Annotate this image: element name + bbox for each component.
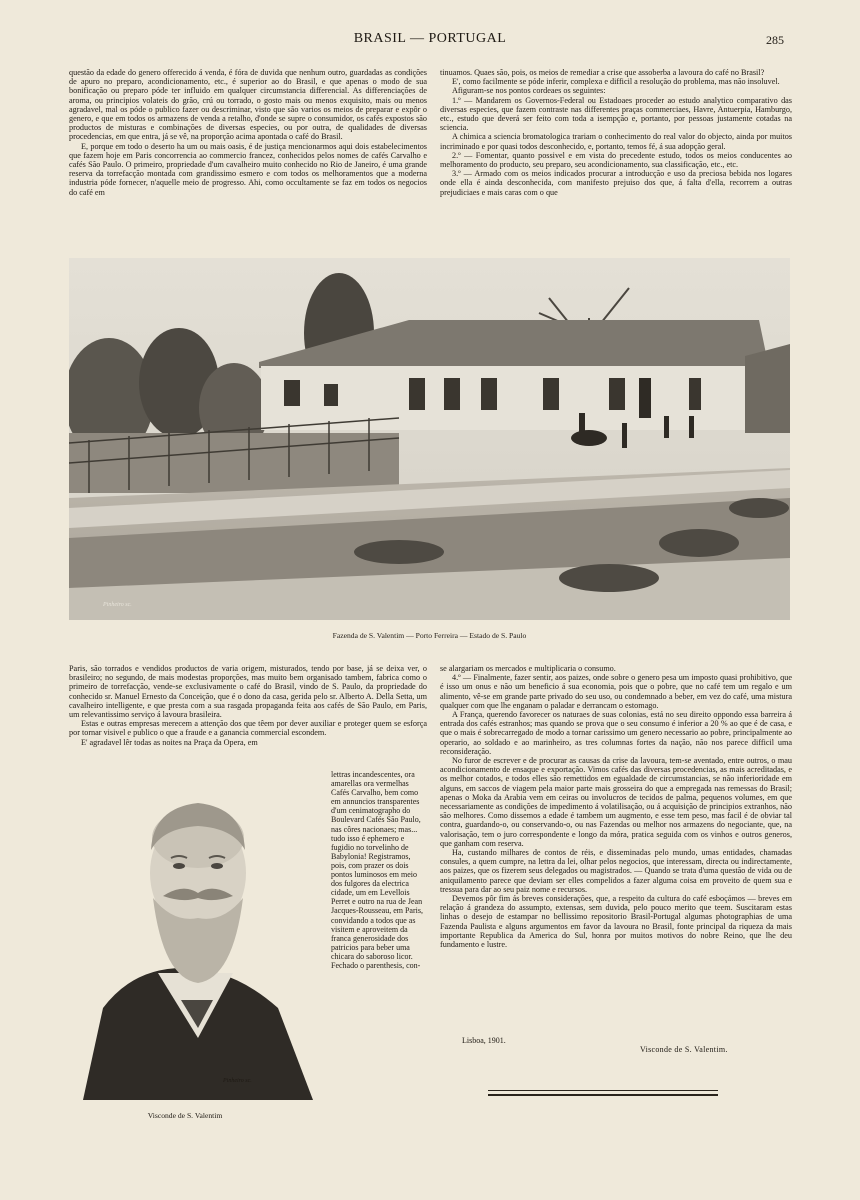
paragraph: tinuamos. Quaes são, pois, os meios de remediar a crise que assoberba a lavoura do café no Brasil? (440, 68, 765, 77)
portrait-engraver-signature: Pinheiro sc. (223, 1078, 252, 1084)
fazenda-photograph (69, 258, 790, 620)
paragraph: E, porque em todo o deserto ha um ou mais oasis, é de justiça mencionarmos aqui dois estabelecimentos que fazem hoje em Paris concorrencia ao commercio francez, conhecidos pelos nomes de cafés Carvalho e cafés São Paulo. O primeiro, propriedade d'um cavalheiro muito conhecido no Rio de Janeiro, é uma grande reserva da torrefacção montada com grandissimo esmero e com todos os melhoramentos que a moderna industria póde fornecer, n'aquelle meio de progresso. Ahi, como occultamente se faz em todos os negocios do café em (69, 141, 427, 197)
article-column-top-right (440, 68, 792, 258)
portrait-engraving (73, 778, 323, 1100)
paragraph: 4.º — Finalmente, fazer sentir, aos paizes, onde sobre o genero pesa um imposto quasi prohibitivo, que é isso um onus e não um beneficio á sua economia, pois que o pobre, que no café tem um regalo e um alimento, vê-se em grande parte privado do seu uso, ou condemnado a beber, em vez do café, uma mistura qualquer com que lhe enganam o paladar e derrancam o estomago. (440, 673, 792, 710)
article-column-bottom-left (69, 664, 427, 769)
paragraph: lettras incandescentes, ora amarellas ora vermelhas Cafés Carvalho, bem como em annuncios transparentes d'um cenimatographo do Boulevard Cafés São Paulo, nas côres nacionaes; mas... tudo isso é ephemero e fugidio no torvelinho de Babylonia! Registramos, pois, com prazer os dois pontos luminosos em meio dos fulgores da electrica cidade, um em Levellois Perret e outro na rua de Jean Jacques-Rousseau, em Paris, convidando a todos que as visitem e aproveitem da franca generosidade dos patricios para beber uma chicara do saboroso licor. Fechado o parenthesis, con- (331, 770, 423, 970)
article-column-top-left (69, 68, 427, 258)
paragraph: No furor de escrever e de procurar as causas da crise da lavoura, tem-se aventado, entre outros, o mau acondicionamento de ensaque e exportação. Vimos cafés das diversas procedencias, as mais acreditadas, e os melhor cotados, e todos elles são remettidos em egualdade de circumstancias, se não inferioridade em alguns, em saccos de viagem pela maior parte mais grosseira do que a empregada nas remessas do Brasil; apenas o Moka da Arabia vem em ceiras ou involucros de tecidos de palma, pequenos volumes, em que necessariamente as condições de impedimento á volatilisação, ou á acquisição de principios extranhos, não são melhores. Como dissemos a edade é tambem um augmento, e esse tem peso, mas facil é de obviar tal contra, guardando-o, ou conservando-o, ou nas Fazendas ou melhor nos armazens do negociante, que, na valorisação, tem o juro correspondente e longo da móra, pratica seguida com os vinhos e outros generos, que ganham com reserva. (440, 756, 792, 848)
paragraph: A França, querendo favorecer os naturaes de suas colonias, está no seu direito oppondo essa barreira á entrada dos cafés estranhos; mas quando se prova que o seu consumo é inferior a 20 % ao que é de casa, e que o mais é sobrecarregado de modo a tornar carissimo um genero necessario ao pobre, principalmente ao operario, ao soldado e ao marinheiro, as tres columnas fortes da nação, não nos parece difficil uma reconsideração. (440, 710, 792, 756)
paragraph: Devemos pôr fim ás breves considerações, que, a respeito da cultura do café esboçámos — breves em relação á grandeza do assumpto, extensas, sem duvida, pelo pouco merito que teem. Suscitaram estas linhas o desejo de estampar no bellissimo repositorio Brasil-Portugal algumas photographias de uma Fazenda Paulista e alguns argumentos em favor da lavoura no Brasil, fonte principal da riqueza da mais importante Republica da America do Sul, honra por muitos motivos do nobre Reino, que lhe deu fundamento e lustre. (440, 894, 792, 950)
paragraph: E' agradavel lêr todas as noites na Praça da Opera, em (81, 737, 258, 747)
closing-rule (488, 1090, 718, 1091)
paragraph: A chimica a sciencia bromatologica trariam o conhecimento do real valor do objecto, ainda por muitos incriminado e por quasi todos desconhecido, e, portanto, temos fé, á sua adopção geral. (440, 132, 792, 151)
article-column-portrait-wrap (331, 770, 427, 1122)
page-number: 285 (766, 33, 784, 47)
paragraph: questão da edade do genero offerecido á venda, é fóra de duvida que nenhum outro, guardadas as condições de apuro no preparo, acondicionamento, etc., é superior ao do Brasil, e que apenas o modo de sua bonificação ou preparo póde ter influido em qualquer circumstancia differencial. As differenciações de aroma, ou principios volateis do grão, crú ou torrado, o gosto mais ou menos exquisito, mais ou menos agradavel, mal os póde o publico fazer ou descriminar, visto que são varios os meios de preparar e expôr o genero, e que em todos os armazens de venda a retalho, d'onde se supre o consumidor, os cafés expostos são productos de misturas e combinações de diversas especies, ou por outra, de qualidades de diversas procedencias, em que entra, já se vê, na proporção acima apontada o café do Brasil. (69, 68, 427, 142)
paragraph: 2.º — Fomentar, quanto possivel e em vista do precedente estudo, todos os meios conducentes ao melhoramento do producto, seu preparo, seu acondicionamento, sua classificação, etc., etc. (440, 150, 792, 170)
article-column-bottom-right (440, 664, 792, 1036)
photo-engraver-signature: Pinheiro sc. (103, 602, 132, 608)
paragraph: Estas e outras empresas merecem a attenção dos que têem por dever auxiliar e proteger quem se esforça por tornar visivel e publico o que a fraude e a ganancia commercial escondem. (69, 719, 427, 738)
closing-rule-thick (488, 1094, 718, 1096)
page-header-title: BRASIL — PORTUGAL (353, 31, 507, 46)
paragraph: 3.º — Armado com os meios indicados procurar a introducção e uso da preciosa bebida nos logares onde ella é ainda desconhecida, com manifesto prejuiso dos que, á falta d'ella, recorrem a outras prejudiciaes e mais caras com o que (440, 169, 792, 197)
portrait-caption: Visconde de S. Valentim (147, 1111, 223, 1120)
paragraph: E', como facilmente se póde inferir, complexa e difficil a resolução do problema, mas não insoluvel. (452, 77, 780, 87)
photo-caption: Fazenda de S. Valentim — Porto Ferreira — Estado de S. Paulo (332, 631, 527, 640)
paragraph: se alargariam os mercados e multiplicaria o consumo. (440, 664, 616, 673)
paragraph: Ha, custando milhares de contos de réis, e disseminadas pelo mundo, umas entidades, chamadas consules, a quem cumpre, na lettra da lei, olhar pelos negocios, que interessam, directa ou indirectamente, aos paizes, que os fizerem seus delegados ou magistrados. — Quando se trata d'uma questão de vida ou de aniquilamento parece que deviam ser elles compelidos a fazer alguma coisa em proveito de quem sua e tressua para dar ao seu paiz nome e recursos. (440, 848, 792, 894)
paragraph: 1.º — Mandarem os Governos-Federal ou Estadoaes proceder ao estudo analytico comparativo das diversas especies, que fazem contraste nas differentes praças commerciaes, Havre, Antuerpia, Hamburgo, etc., estudo que deverá ser feito com toda a isempção e, portanto, por pessoas justamente cotadas na sciencia. (440, 95, 792, 133)
paragraph: Paris, são torrados e vendidos productos de varia origem, misturados, tendo por base, já se deixa ver, o brasileiro; no segundo, de mais modestas proporções, mas muito bem organisado tambem, fabrica como o primeiro de torrefacção, vende-se exclusivamente o café do Brasil, vindo de S. Paulo, da propriedade do conhecido sr. Manuel Ernesto da Conceição, que é o dono da casa, gerida pelo sr. Alberto A. Della Setta, um cavalheiro intelligente, e que presta com a sua rasgada propaganda feita aos cafés de São Paulo, em Paris, um relevantissimo serviço á lavoura brasileira. (69, 664, 427, 720)
author-signature: Visconde de S. Valentim. (640, 1045, 728, 1054)
paragraph: Afiguram-se nos pontos cordeaes os seguintes: (452, 86, 606, 96)
closing-place-date: Lisboa, 1901. (462, 1036, 506, 1045)
